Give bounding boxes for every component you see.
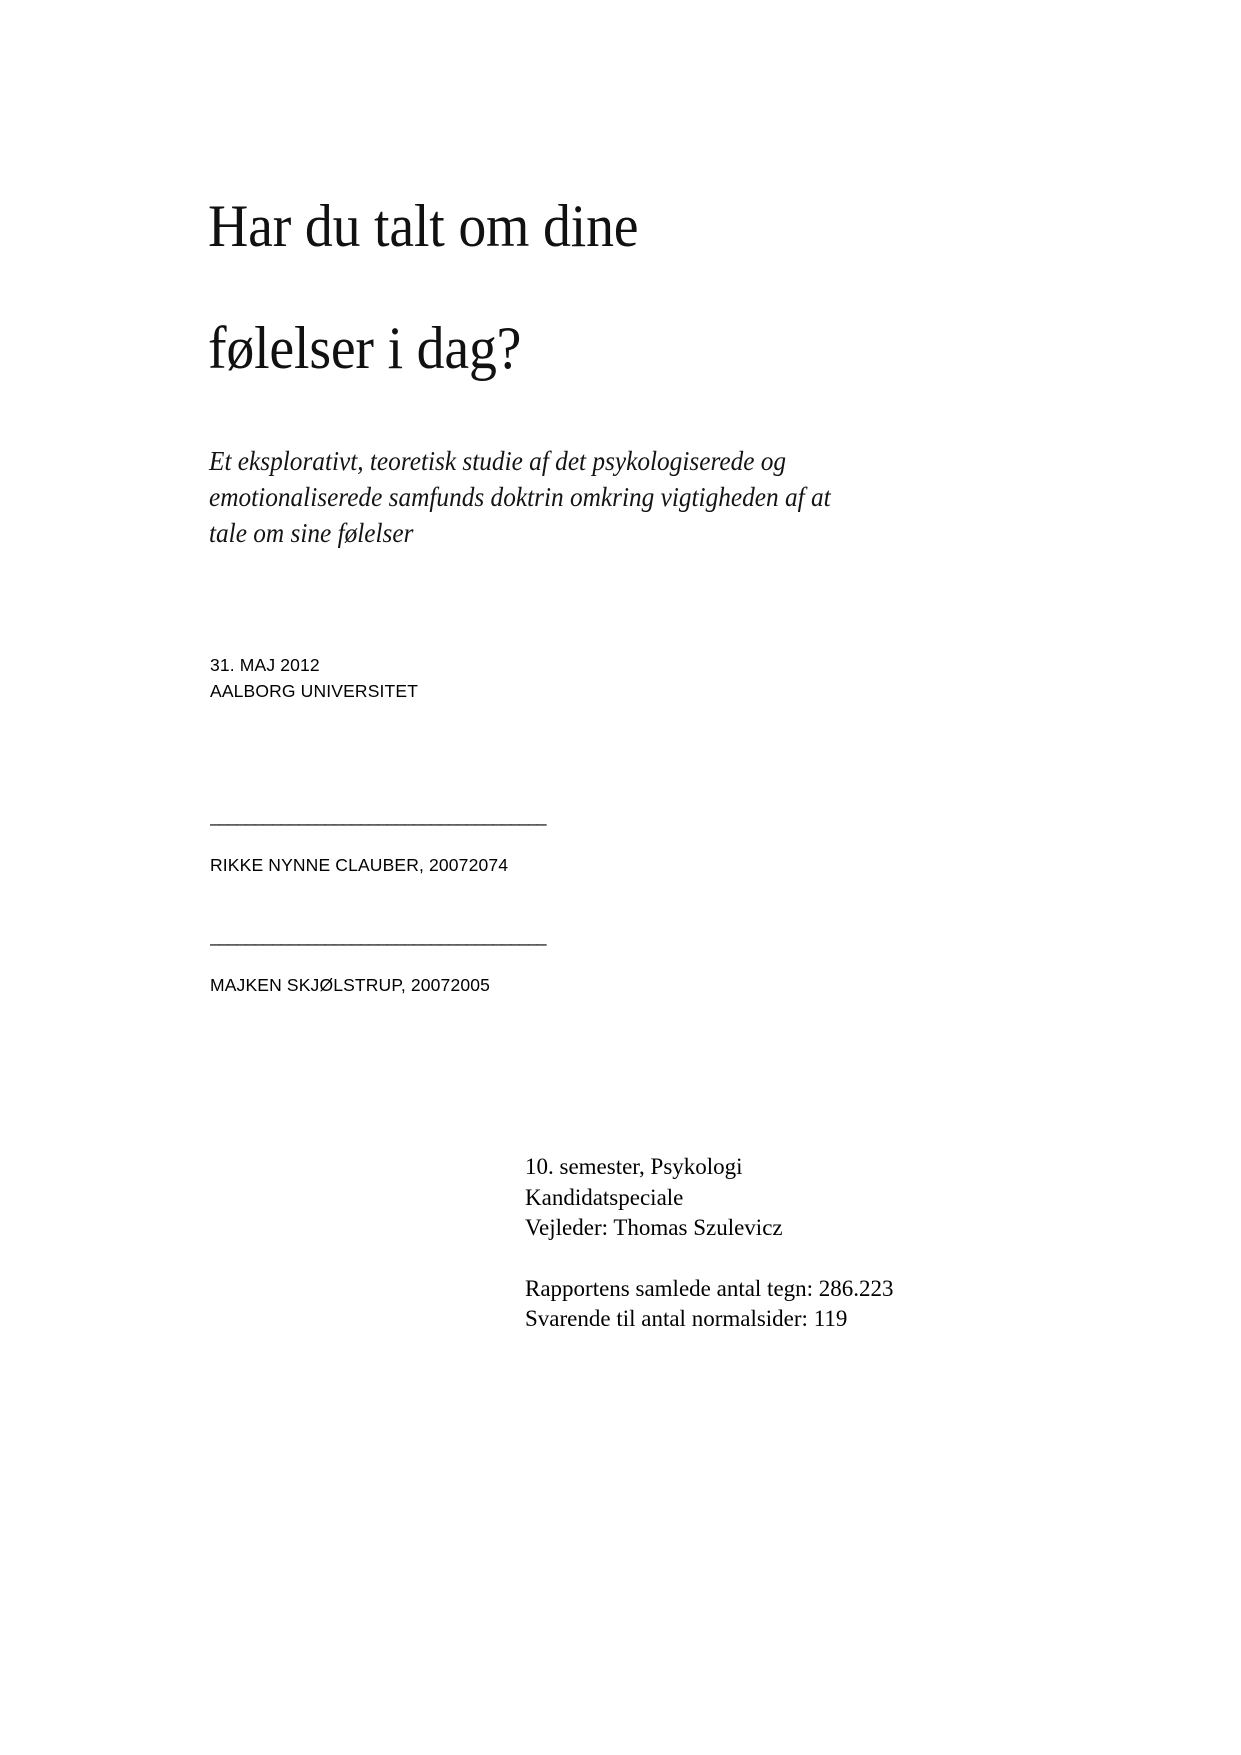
document-meta [210,652,418,704]
subtitle-line-3: tale om sine følelser [209,517,414,548]
author-name-2: MAJKEN SKJØLSTRUP, 20072005 [210,975,490,995]
signature-rule: ______________________________________ [210,926,546,946]
subtitle [209,443,1009,551]
author-name-1: RIKKE NYNNE CLAUBER, 20072074 [210,855,509,875]
character-count-details [525,1274,1125,1335]
program-details [525,1152,1125,1244]
institution-name: AALBORG UNIVERSITET [210,681,419,701]
normal-pages-count: Svarende til antal normalsider: 119 [525,1306,848,1331]
subtitle-line-2: emotionaliserede samfunds doktrin omkring vigtigheden af at [209,481,831,512]
signature-block-2 [210,925,615,996]
signature-rule: ______________________________________ [210,806,546,826]
signature-block-1 [210,805,615,876]
page-title [208,193,1038,381]
subtitle-line-1: Et eksplorativt, teoretisk studie af det psykologiserede og [209,445,787,476]
supervisor: Vejleder: Thomas Szulevicz [525,1215,783,1240]
semester-program: 10. semester, Psykologi [525,1154,743,1179]
title-line-1: Har du talt om dine [208,193,639,259]
title-line-2: følelser i dag? [208,315,522,381]
publication-date: 31. MAJ 2012 [210,655,320,675]
document-details [525,1152,1125,1335]
total-character-count: Rapportens samlede antal tegn: 286.223 [525,1275,894,1301]
thesis-type: Kandidatspeciale [525,1184,684,1210]
